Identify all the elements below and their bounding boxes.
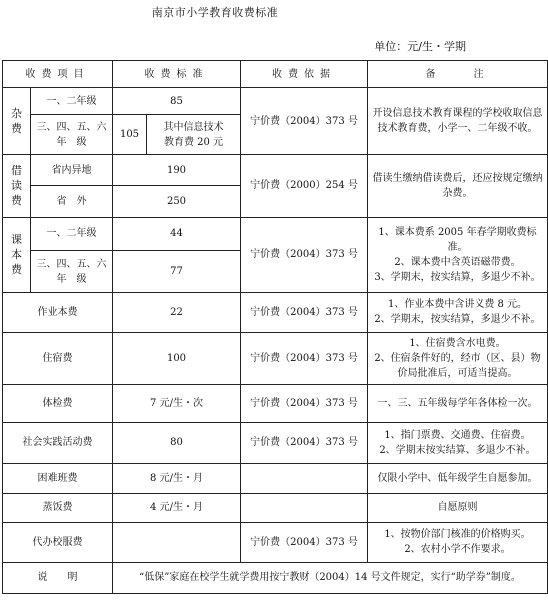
unit-label: 单位：元/生・学期 — [374, 40, 466, 53]
medical-basis: 宁价费（2004）373 号 — [241, 384, 368, 422]
books-grade36-label: 三、四、五、六 年 级 — [31, 251, 113, 293]
misc-grade36-fee: 105 — [113, 115, 147, 155]
books-grade12-fee: 44 — [113, 217, 241, 250]
remark-text: “低保”家庭在校学生就学费用按宁教财（2004）14 号文件规定，实行“助学券”制度。 — [113, 562, 548, 593]
table-row — [3, 522, 548, 562]
table-row — [3, 332, 548, 384]
borrow-outside-fee: 250 — [113, 186, 241, 217]
uniform-fee — [113, 522, 241, 562]
workbook-notes: 1、作业本费中含讲义费 8 元。 2、学期末，按实结算，多退少不补。 — [368, 292, 548, 332]
uniform-basis: 宁价费（2004）373 号 — [241, 522, 368, 562]
workbook-fee: 22 — [113, 292, 241, 332]
uniform-notes: 1、按物价部门核准的价格购买。 2、农村小学不作要求。 — [368, 522, 548, 562]
header-item: 收费项目 — [3, 61, 113, 88]
uniform-label: 代办校服费 — [3, 522, 113, 562]
medical-label: 体检费 — [3, 384, 113, 422]
borrow-local-fee: 190 — [113, 155, 241, 186]
table-row — [3, 217, 548, 250]
borrow-note: 借读生缴纳借读费后，还应按规定缴纳杂费。 — [368, 155, 548, 218]
header-basis: 收费依据 — [241, 61, 368, 88]
books-basis: 宁价费（2004）373 号 — [241, 217, 368, 292]
table-row — [3, 155, 548, 186]
lodging-label: 住宿费 — [3, 332, 113, 384]
lodging-basis: 宁价费（2004）373 号 — [241, 332, 368, 384]
medical-note: 一、三、五年级每学年各体检一次。 — [368, 384, 548, 422]
header-notes: 备 注 — [368, 61, 548, 88]
misc-note: 开设信息技术教育课程的学校收取信息技术教育费，小学一、二年级不收。 — [368, 88, 548, 155]
table-row — [3, 292, 548, 332]
misc-grade36-label: 三、四、五、六 年 级 — [31, 115, 113, 155]
books-notes: 1、课本费系 2005 年春学期收费标准。 2、课本费中含英语磁带费。 3、学期末，按实结算，多退少不补。 — [368, 217, 548, 292]
fee-table — [2, 60, 548, 594]
tutoring-basis — [241, 464, 368, 493]
books-grade36-fee: 77 — [113, 251, 241, 293]
category-misc: 杂 费 — [3, 88, 31, 155]
table-row — [3, 464, 548, 493]
practice-basis: 宁价费（2004）373 号 — [241, 422, 368, 464]
workbook-label: 作业本费 — [3, 292, 113, 332]
workbook-basis: 宁价费（2004）373 号 — [241, 292, 368, 332]
table-row — [3, 88, 548, 115]
table-row — [3, 384, 548, 422]
practice-label: 社会实践活动费 — [3, 422, 113, 464]
books-grade12-label: 一、二年级 — [31, 217, 113, 250]
misc-grade36-subnote: 其中信息技术 教育费 20 元 — [147, 115, 241, 155]
meals-label: 蒸饭费 — [3, 493, 113, 522]
lodging-notes: 1、住宿费含水电费。 2、住宿条件好的，经市（区、县）物价局批准后，可适当提高。 — [368, 332, 548, 384]
meals-note: 自愿原则 — [368, 493, 548, 522]
remark-label: 说 明 — [3, 562, 113, 593]
lodging-fee: 100 — [113, 332, 241, 384]
borrow-outside-label: 省 外 — [31, 186, 113, 217]
table-row — [3, 493, 548, 522]
table-row — [3, 422, 548, 464]
tutoring-fee: 8 元/生・月 — [113, 464, 241, 493]
practice-fee: 80 — [113, 422, 241, 464]
table-header-row — [3, 61, 548, 88]
misc-grade12-fee: 85 — [113, 88, 241, 115]
tutoring-note: 仅限小学中、低年级学生自愿参加。 — [368, 464, 548, 493]
borrow-basis: 宁价费（2000）254 号 — [241, 155, 368, 218]
misc-grade12-label: 一、二年级 — [31, 88, 113, 115]
header-standard: 收费标准 — [113, 61, 241, 88]
practice-notes: 1、指门票费、交通费、住宿费。 2、学期末按实结算、多退少不补。 — [368, 422, 548, 464]
tutoring-label: 困难班费 — [3, 464, 113, 493]
medical-fee: 7 元/生・次 — [113, 384, 241, 422]
document-title: 南京市小学教育收费标准 — [151, 6, 279, 19]
meals-fee: 4 元/生・月 — [113, 493, 241, 522]
misc-basis: 宁价费（2004）373 号 — [241, 88, 368, 155]
category-borrow: 借 读 费 — [3, 155, 31, 218]
meals-basis — [241, 493, 368, 522]
table-row — [3, 562, 548, 593]
borrow-local-label: 省内异地 — [31, 155, 113, 186]
category-books: 课 本 费 — [3, 217, 31, 292]
